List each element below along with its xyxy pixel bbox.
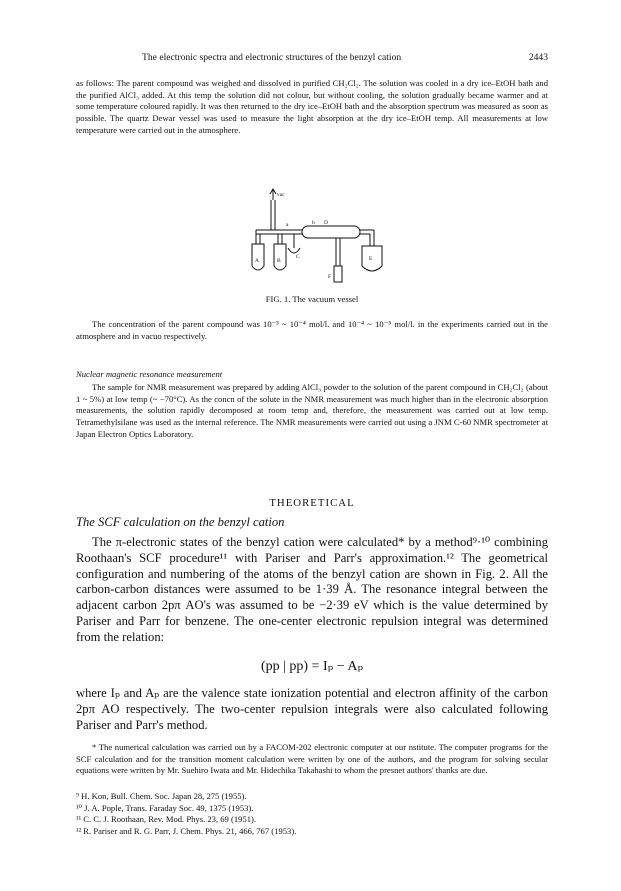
scf-paragraph-2: where Iₚ and Aₚ are the valence state ionization potential and electron affinity of the carbon 2pπ AO respectively. The two-center repulsion integrals were also calculated following Pariser and Parr's method.	[76, 686, 548, 732]
running-title: The electronic spectra and electronic structures of the benzyl cation	[142, 52, 402, 63]
scf-subheading: The SCF calculation on the benzyl cation	[76, 515, 285, 529]
label-a: A	[255, 258, 259, 264]
footnote-star: * The numerical calculation was carried out by a FACOM-202 electronic computer at our nstitute. The computer programs for the SCF calculation and for the transition moment calculation were written by one of the authors, and the program for solving secular equations were written by Mr. Suehiro Iwata and Mr. Hidechika Takahashi to whom the presnet authors' thanks are due.	[76, 742, 548, 776]
vac-label: vac	[277, 192, 285, 198]
figure-caption: FIG. 1. The vacuum vessel	[265, 294, 359, 304]
reference-10: ¹⁰ J. A. Pople, Trans. Faraday Soc. 49, 1375 (1953).	[76, 802, 254, 813]
reference-9: ⁹ H. Kon, Bull. Chem. Soc. Japan 28, 275 (1955).	[76, 791, 247, 801]
label-d: D	[324, 220, 328, 226]
references	[76, 791, 548, 838]
label-f: F	[328, 274, 332, 280]
reference-11: ¹¹ C. C. J. Roothaan, Rev. Mod. Phys. 23, 69 (1951).	[76, 814, 257, 825]
nmr-heading: Nuclear magnetic resonance measurement	[76, 369, 223, 379]
concentration-paragraph: The concentration of the parent compound was 10⁻³ ~ 10⁻⁴ mol/l. and 10⁻⁴ ~ 10⁻⁵ mol/l. in the experiments carried out in the atmosphere and in vacuo respectively.	[76, 319, 548, 341]
reference-12: ¹² R. Pariser and R. G. Parr, J. Chem. Phys. 21, 466, 767 (1953).	[76, 826, 297, 837]
page-number: 2443	[528, 52, 548, 63]
label-a-small: a	[286, 222, 289, 228]
label-b-small: b	[312, 220, 315, 226]
scf-paragraph-1: The π-electronic states of the benzyl cation were calculated* by a method⁹·¹⁰ combining Roothaan's SCF procedure¹¹ with Pariser and Parr's approximation.¹² The geometrical configuration and numbering of the atoms of the benzyl cation are shown in Fig. 2. All the carbon-carbon distances were assumed to be 1·39 Å. The resonance integral between the adjacent carbon 2pπ AO's was assumed to be −2·39 eV which is the value determined by Pariser and Parr for benzene. The one-center electronic repulsion integral was determined from the relation:	[76, 535, 548, 644]
label-e: E	[369, 256, 373, 262]
vacuum-vessel-figure	[224, 186, 424, 290]
intro-paragraph: as follows: The parent compound was weighed and dissolved in purified CH₂Cl₂. The solution was cooled in a dry ice–EtOH bath and the purified AlCl₃ added. At this temp the solution did not colour, but without cooling, the solution gradually became warmer and at some temperature coloured rapidly. It was then returned to the dry ice–EtOH bath and the absorption spectrum was measured as soon as possible. The quartz Dewar vessel was used to measure the light absorption at the dry ice–EtOH temp. All measurements at low temperature were carried out in the atmosphere.	[76, 78, 548, 135]
nmr-paragraph: The sample for NMR measurement was prepared by adding AlCl₃ powder to the solution of the parent compound in CH₂Cl₂ (about 1 ~ 5%) at low temp (~ −70°C). As the concn of the solute in the NMR measurement was much higher than in the electronic absorption measurements, the solution rapidly decomposed at room temp and, therefore, the measurement was carried out at low temp. Tetramethylsilane was used as the internal reference. The NMR measurements were carried out using a JNM C-60 NMR spectrometer at Japan Electron Optics Laboratory.	[76, 382, 548, 439]
label-c: C	[296, 254, 300, 260]
equation: (pp | pp) = Iₚ − Aₚ	[260, 659, 364, 674]
label-b: B	[277, 258, 281, 264]
theoretical-heading: THEORETICAL	[269, 497, 355, 509]
